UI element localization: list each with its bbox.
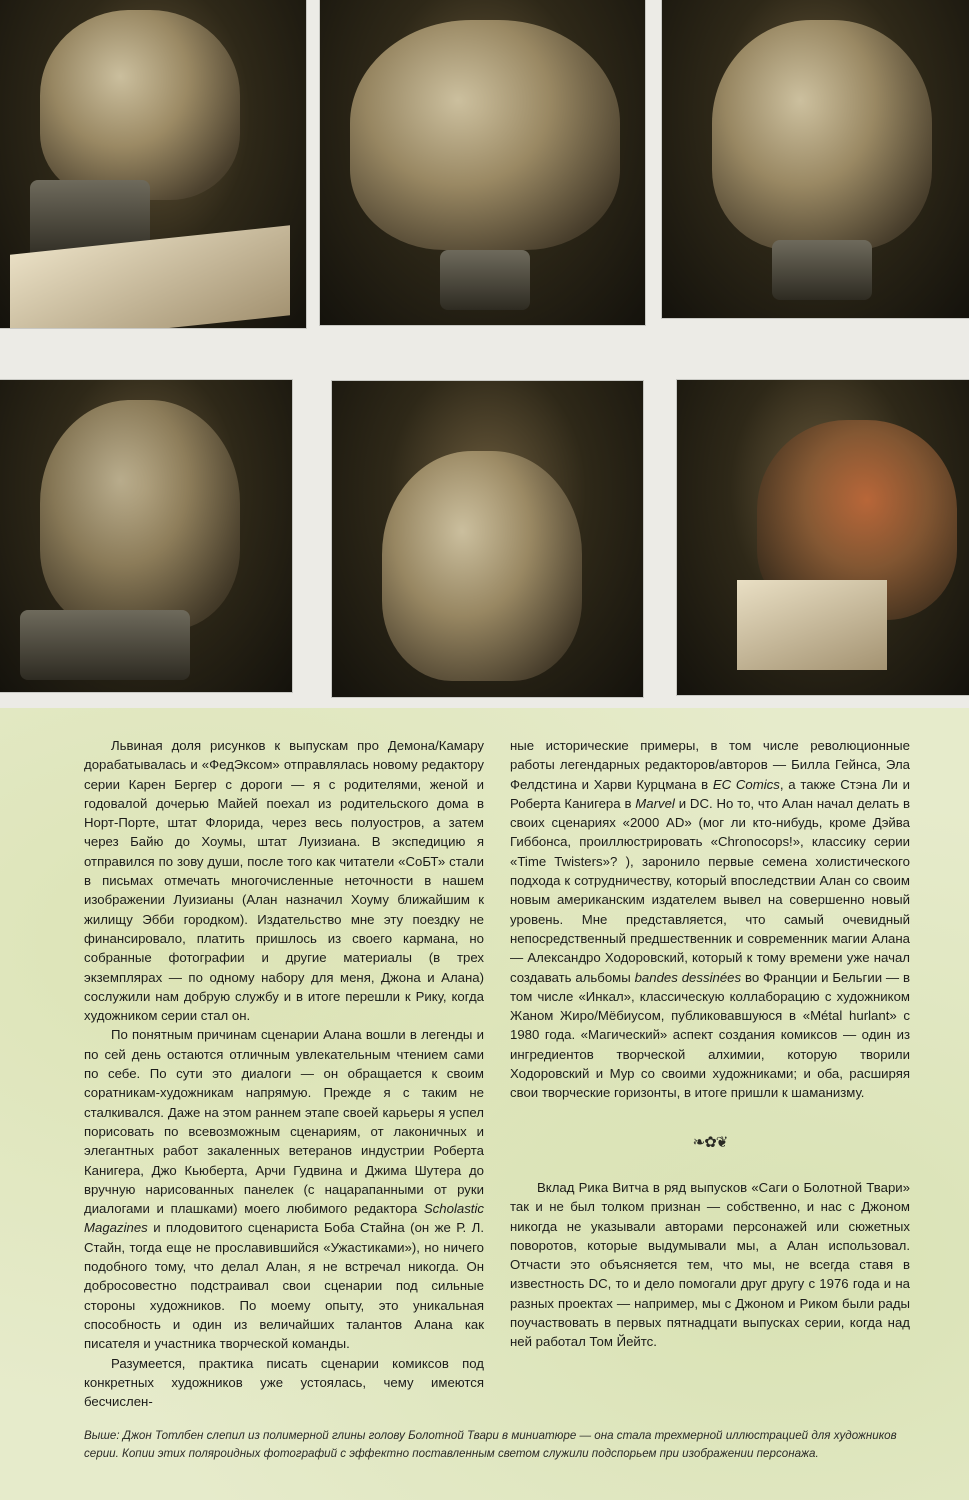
polaroid-photo (0, 0, 306, 328)
polaroid-photo (0, 380, 292, 692)
polaroid-photo (677, 380, 969, 695)
left-column (84, 736, 484, 1411)
paragraph: По понятным причинам сценарии Алана вошли в легенды и по сей день остаются отличным увлекательным чтением сами по себе. По сути это диалоги — он обращается к своим соратникам-художникам напрямую. Прежде я с таким не сталкивался. Даже на этом раннем этапе своей карьеры я успел порисовать по всевозможным сценариям, от лаконичных и элегантных работ закаленных ветеранов индустрии Роберта Канигера, Джо Кьюберта, Арчи Гудвина и Джима Шутера до вручную нарисованных панелек (с нацарапанными от руки диалогами и плашками) моего любимого редактора Scholastic Magazines и плодовитого сценариста Боба Стайна (он же Р. Л. Стайн, тогда еще не прославившийся «Ужастиками»), но ничего подобного тому, что делал Алан, я не встречал никогда. Он добросовестно подстраивал свои сценарии под сильные стороны художников. По моему опыту, это уникальная способность и один из величайших талантов Алана как писателя и участника творческой команды. (84, 1027, 484, 1352)
polaroid-photo (332, 381, 643, 697)
polaroid-photo (320, 0, 645, 325)
right-column-second (510, 1178, 910, 1352)
photo-caption: Выше: Джон Тотлбен слепил из полимерной глины голову Болотной Твари в миниатюре — она стала трехмерной иллюстрацией для художников серии. Копии этих поляроидных фотографий с эффектно поставленным светом служили подспорьем при изображении персонажа. (84, 1429, 897, 1460)
paragraph: Разумеется, практика писать сценарии комиксов под конкретных художников уже устоялась, чему имеются бесчислен- (84, 1355, 484, 1410)
right-column (510, 736, 910, 1103)
section-ornament-icon: ❧✿❦ (692, 1134, 728, 1151)
paragraph: Вклад Рика Витча в ряд выпусков «Саги о Болотной Твари» так и не был толком признан — собственно, и нас с Джоном никогда не указывали авторами персонажей или сюжетных поворотов, которые выдумывали мы, а Алан использовал. Отчасти это объясняется тем, что мы, не всегда ставя в известность DC, то и дело помогали друг другу с 1976 года и на разных проектах — например, мы с Джоном и Риком были рады поучаствовать в первых пятнадцати выпусках серии, когда над ней работал Том Йейтс. (510, 1180, 910, 1350)
photo-grid (0, 0, 969, 708)
paragraph: ные исторические примеры, в том числе революционные работы легендарных редакторов/авторов — Билла Гейнса, Эла Фелдстина и Харви Курцмана в EC Comics, а также Стэна Ли и Роберта Канигера в Marvel и DC. Но то, что Алан начал делать в своих сценариях «2000 AD» (мог ли кто-нибудь, кроме Дэйва Гиббонса, проиллюстрировать «Chronocops!», классику серии «Time Twisters»? ), заронило первые семена холистического подхода к сотрудничеству, который впоследствии Алан со своим новым американским издателем вывел на совершенно новый уровень. Мне представляется, что самый очевидный непосредственный предшественник и современник магии Алана — Александро Ходоровский, который к тому времени уже начал создавать альбомы bandes dessinées во Франции и Бельгии — в том числе «Инкал», классическую коллаборацию с художником Жаном Жиро/Мёбиусом, публиковавшуюся в «Métal hurlant» с 1980 года. «Магический» аспект создания комиксов — один из ингредиентов творческой алхимии, которую творили Ходоровский и Мур со своими художниками; и оба, расширяя свои творческие горизонты, в итоге пришли к шаманизму. (510, 738, 910, 1101)
polaroid-photo (662, 0, 969, 318)
paragraph: Львиная доля рисунков к выпускам про Демона/Камару дорабатывалась и «ФедЭксом» отправлялась новому редактору серии Карен Бергер с дороги — я с родителями, женой и годовалой дочерью Майей поехал из родительского дома в Норт-Порте, штат Флорида, через весь полуостров, а затем через Байю до Хоумы, штат Луизиана. В экспедицию я отправился по зову души, после того как читатели «СоБТ» стали в письмах отмечать многочисленные неточности в нашем изображении Луизианы (Алан назначил Хоуму ближайшим к жилищу Эбби городком). Издательство мне эту поездку не финансировало, платить пришлось из своего кармана, но собранные фотографии и другие материалы (в трех экземплярах — по одному набору для меня, Джона и Алана) сослужили нам добрую службу и в итоге перешли к Рику, когда художником серии стал он. (84, 738, 484, 1024)
